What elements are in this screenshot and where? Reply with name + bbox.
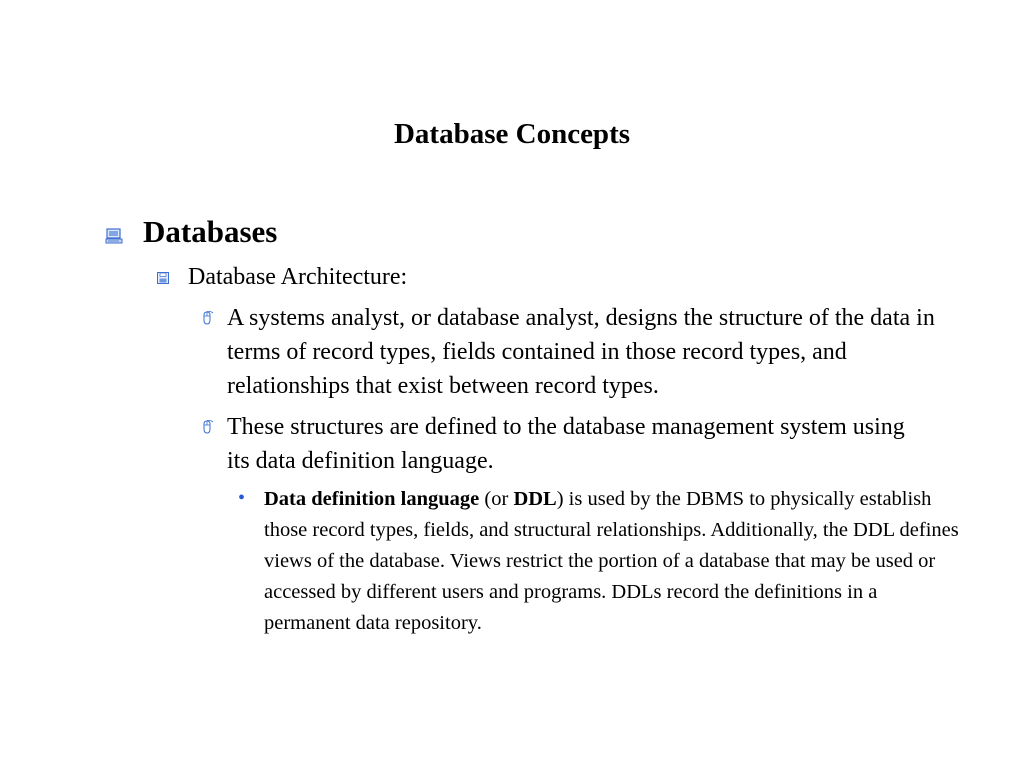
abbr-bold: DDL — [513, 488, 557, 510]
level3-item-2: These structures are defined to the database management system using its data definition language. — [227, 414, 905, 474]
level4-paragraph — [264, 484, 964, 639]
level2-item: Database Architecture: — [188, 264, 408, 290]
computer-icon — [105, 228, 123, 244]
floppy-disk-icon — [157, 272, 169, 284]
bullet-dot: • — [238, 487, 246, 509]
mouse-icon — [202, 420, 216, 434]
level3-item-1: A systems analyst, or database analyst, designs the structure of the data in terms of record types, fields contained in those record types, and relationships that exist between record types. — [227, 305, 935, 399]
level1-heading: Databases — [143, 214, 278, 249]
slide-title: Database Concepts — [393, 118, 631, 150]
term-bold: Data definition language — [264, 488, 480, 510]
paren-open: (or — [479, 488, 514, 510]
level4-rest: ) is used by the DBMS to physically establish those record types, fields, and structural relationships. Additionally, the DDL defines views of the database. Views restrict the portion of a database that may be used or accessed by different users and programs. DDLs record the definitions in a permanent data repository. — [264, 488, 959, 634]
mouse-icon — [202, 311, 216, 325]
